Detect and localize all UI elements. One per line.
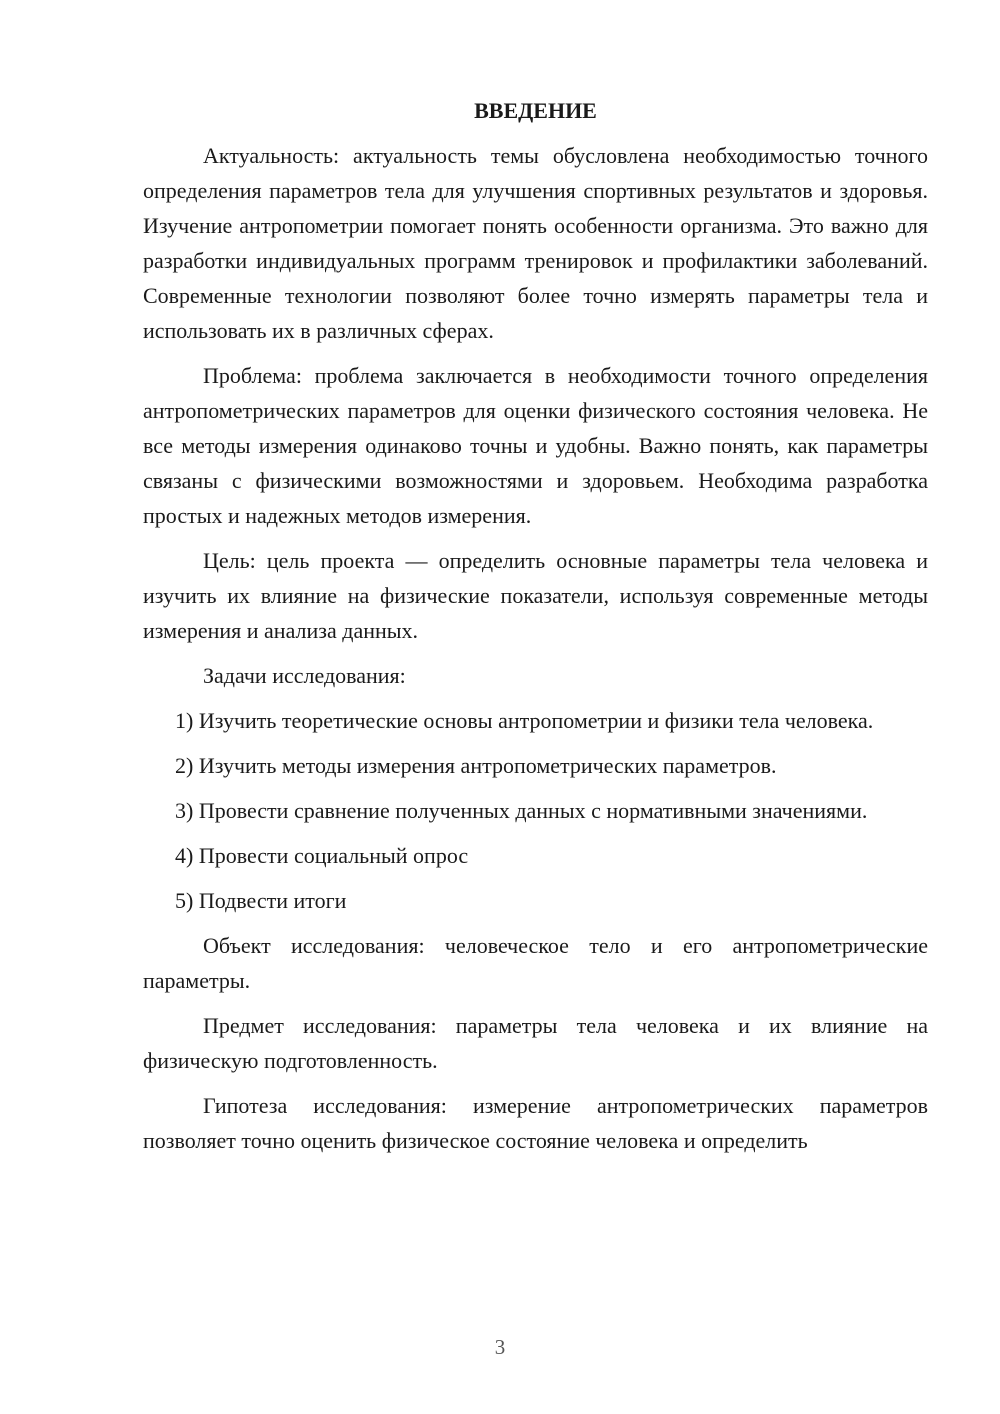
paragraph-subject: Предмет исследования: параметры тела человека и их влияние на физическую подготовленность. [143,1013,928,1073]
paragraph-relevance: Актуальность: актуальность темы обусловлена необходимостью точного определения параметров тела для улучшения спортивных результатов и здоровья. Изучение антропометрии помогает понять особенности организма. Это важно для разработки индивидуальных программ тренировок и профилактики заболеваний. Современные технологии позволяют более точно измерять параметры тела и использовать их в различных сферах. [143,143,928,343]
paragraph-hypothesis: Гипотеза исследования: измерение антропометрических параметров позволяет точно оценить физическое состояние человека и определить [143,1093,928,1153]
task-item-5: 5) Подвести итоги [175,888,347,913]
paragraph-goal: Цель: цель проекта — определить основные параметры тела человека и изучить их влияние на физические показатели, используя современные методы измерения и анализа данных. [143,548,928,643]
page-title: ВВЕДЕНИЕ [474,98,597,123]
task-item-4: 4) Провести социальный опрос [175,843,469,868]
task-item-3: 3) Провести сравнение полученных данных с нормативными значениями. [175,798,868,823]
task-item-1: 1) Изучить теоретические основы антропометрии и физики тела человека. [175,708,874,733]
page-content [143,93,928,1168]
task-item-2: 2) Изучить методы измерения антропометрических параметров. [175,753,777,778]
page-number: 3 [494,1335,506,1359]
paragraph-tasks-heading: Задачи исследования: [203,663,406,688]
paragraph-object: Объект исследования: человеческое тело и его антропометрические параметры. [143,933,928,993]
paragraph-problem: Проблема: проблема заключается в необходимости точного определения антропометрических параметров для оценки физического состояния человека. Не все методы измерения одинаково точны и удобны. Важно понять, как параметры связаны с физическими возможностями и здоровьем. Необходима разработка простых и надежных методов измерения. [143,363,928,528]
